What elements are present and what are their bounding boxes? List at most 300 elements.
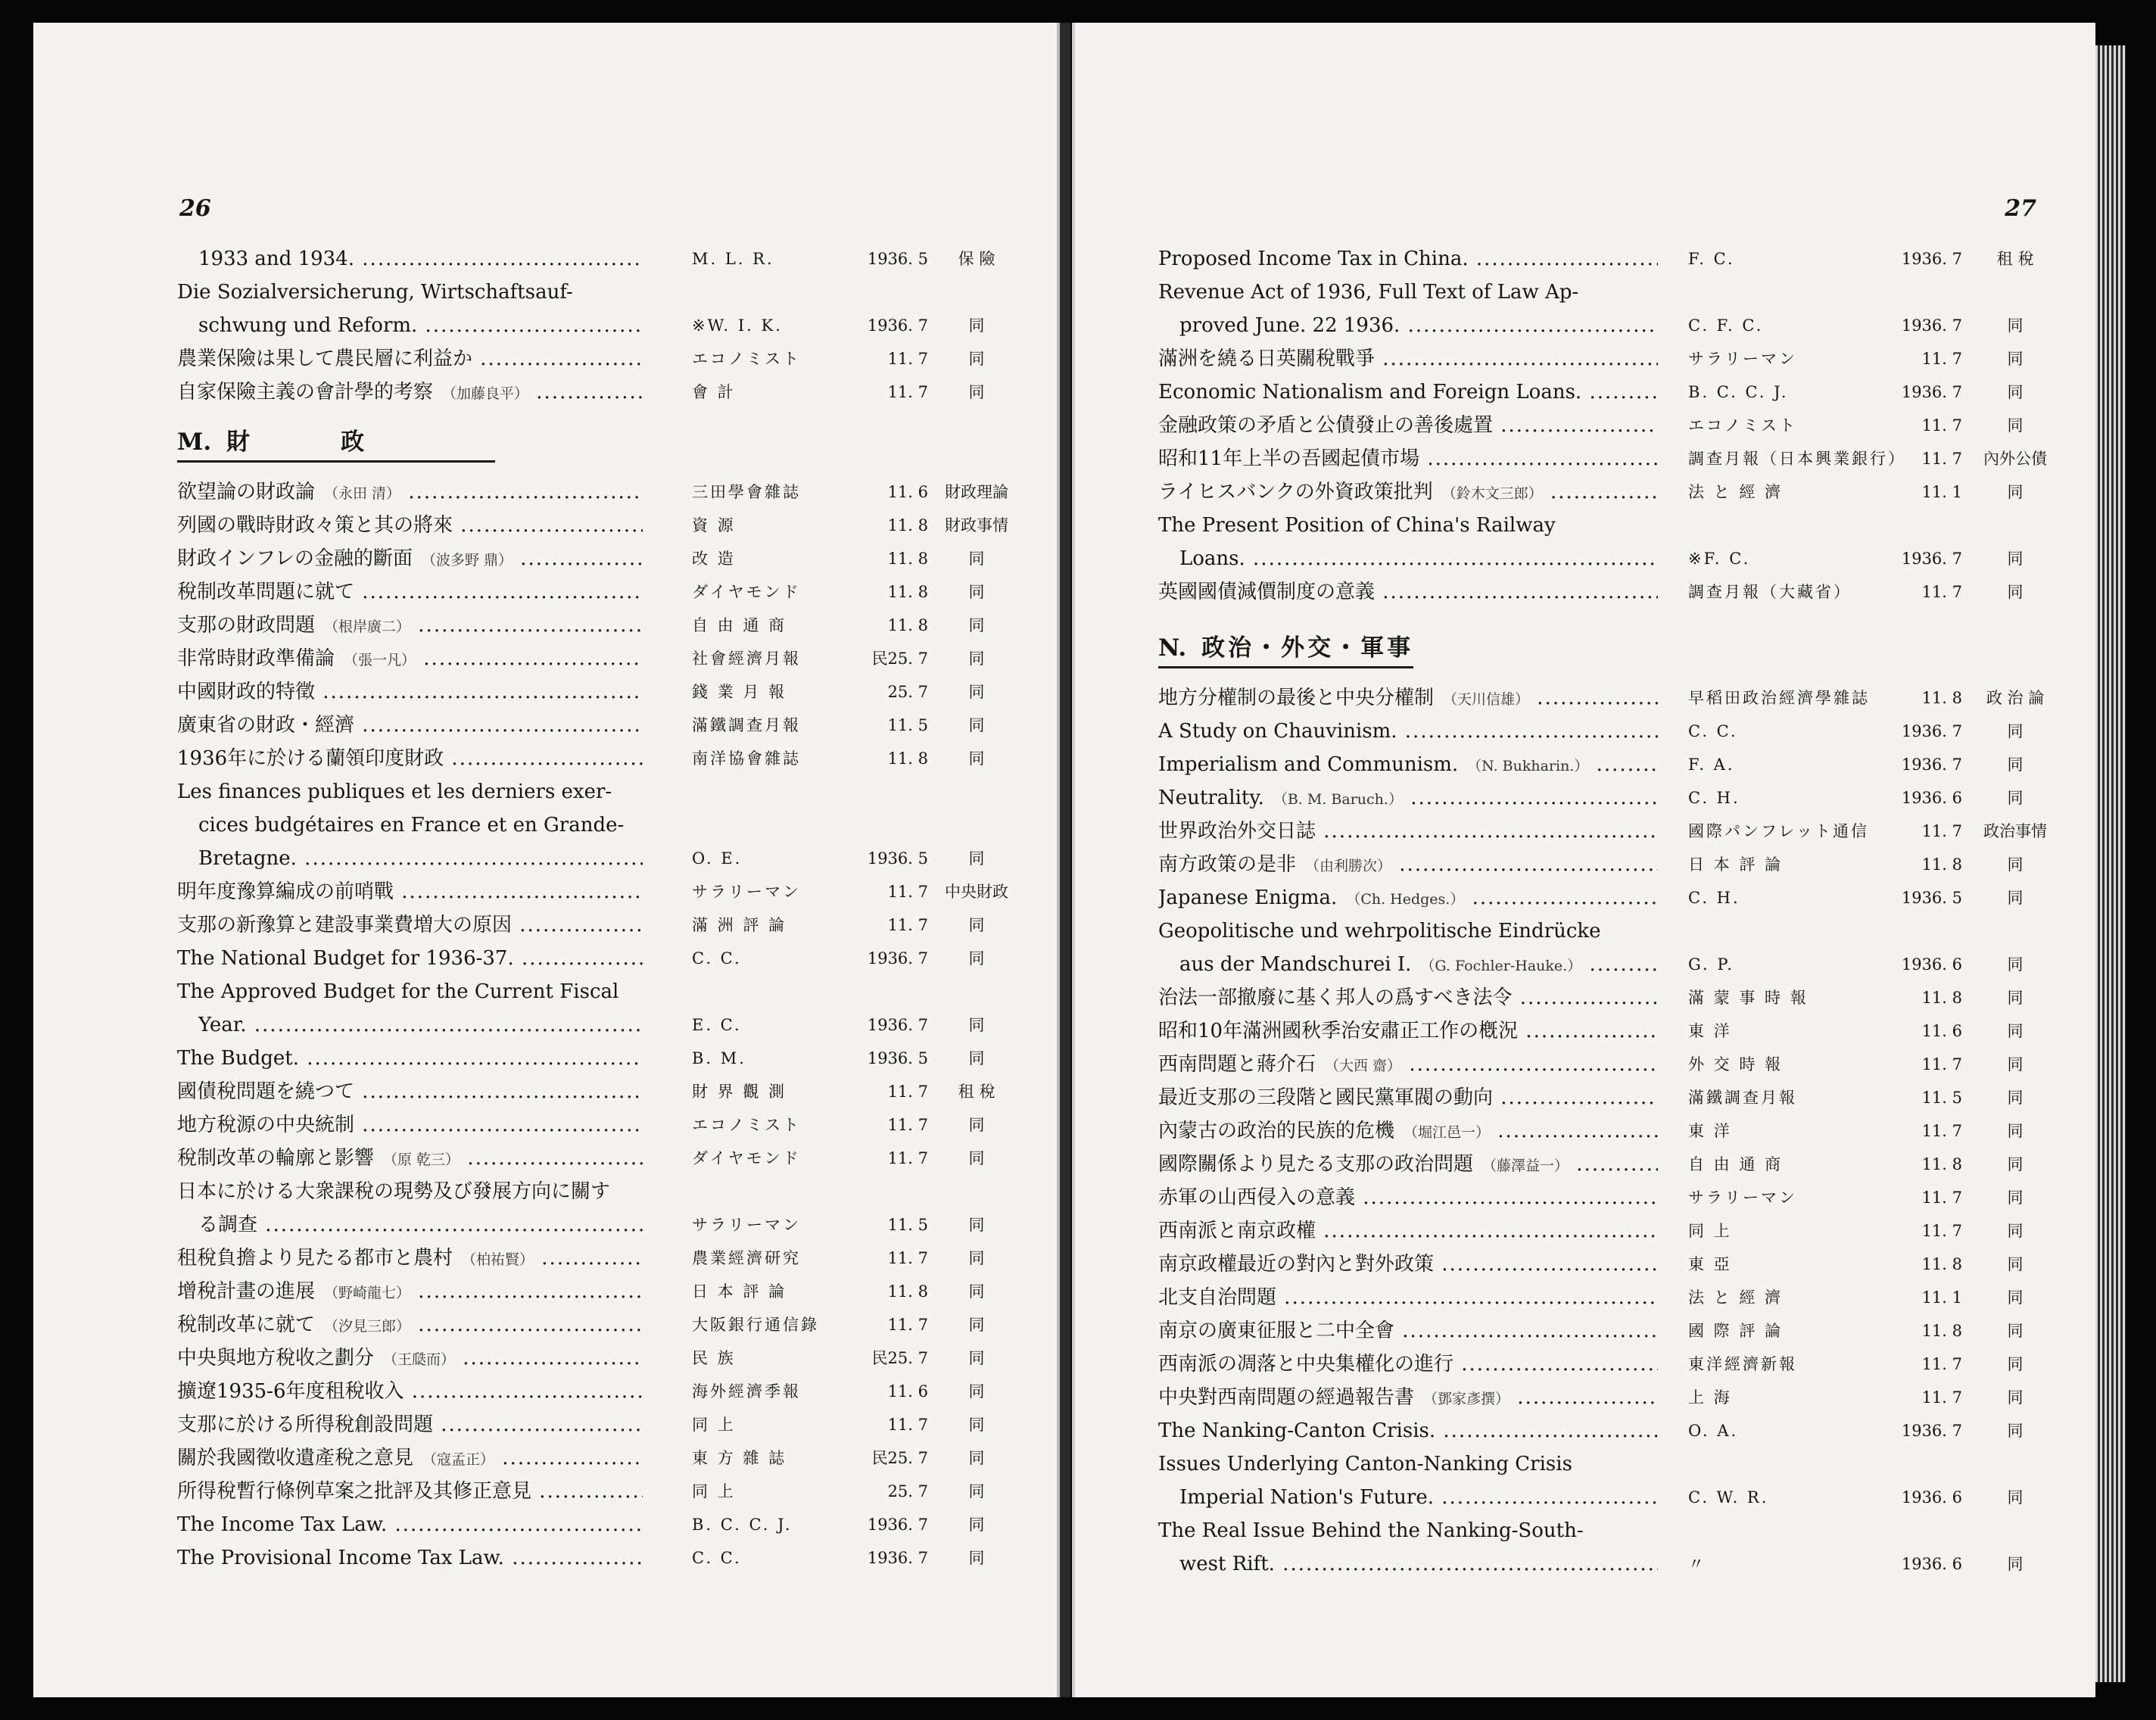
entry-title-text: 日本に於ける大衆課稅の現勢及び發展方向に關す [177, 1180, 611, 1203]
entry-category: 同 [2007, 1022, 2024, 1040]
list-item [1158, 1481, 2067, 1514]
entry-title-text: 擴遼1935-6年度租稅收入 [177, 1380, 404, 1403]
entry-category: 同 [2007, 1089, 2024, 1107]
entry-title-text: 國際關係より見たる支那の政治問題 [1158, 1153, 1474, 1176]
entry-source: 日 本 評 論 [1688, 855, 1784, 874]
entry-title-text: 治法一部撤廢に基く邦人の爲すべき法令 [1158, 986, 1513, 1009]
entry-date: 11. 8 [1921, 855, 1962, 874]
entry-title [1158, 1048, 1658, 1083]
entry-title-text: 財政インフレの金融的斷面 [177, 547, 413, 570]
entry-source: C. C. [1688, 722, 1738, 740]
entry-title [1158, 375, 1658, 409]
entry-author: （Ch. Hedges.） [1346, 891, 1465, 908]
entry-title-text: 世界政治外交日誌 [1158, 820, 1316, 843]
entry-date: 1936. 7 [1901, 550, 1962, 568]
list-item [1158, 1314, 2067, 1348]
entry-category: 財政理論 [945, 483, 1008, 501]
entry-title [177, 1142, 643, 1176]
entry-source: B. C. C. J. [692, 1516, 793, 1534]
entry-source: 東 洋 [1688, 1022, 1732, 1040]
entry-title [1179, 309, 1658, 342]
entry-date: 11. 7 [887, 383, 928, 401]
entry-title [1158, 442, 1658, 475]
entry-title [177, 775, 643, 809]
entry-title-text: 自家保險主義の會計學的考察 [177, 381, 434, 404]
entry-source: 滿鐵調查月報 [1688, 1089, 1797, 1107]
entry-title [1158, 1314, 1658, 1348]
list-item [177, 1308, 1017, 1341]
entry-date: 11. 7 [1921, 1055, 1962, 1073]
entry-date: 11. 8 [1921, 1255, 1962, 1273]
section-heading-text [177, 425, 495, 463]
section-letter: M. [177, 428, 212, 456]
entry-title-text: The Income Tax Law. [177, 1513, 388, 1536]
entry-author: （寇孟正） [422, 1451, 495, 1468]
list-item [177, 908, 1017, 942]
entry-source: 南洋協會雜誌 [692, 749, 801, 768]
entry-source: ダイヤモンド [692, 1149, 801, 1167]
entry-category: 同 [968, 1416, 985, 1434]
entry-title [1158, 1114, 1658, 1149]
list-item [177, 342, 1017, 375]
entry-source: 同 上 [1688, 1222, 1732, 1240]
entry-date: 11. 6 [1921, 1022, 1962, 1040]
entry-category: 同 [968, 1516, 985, 1534]
entry-date: 11. 8 [887, 749, 928, 768]
entry-title [1158, 1181, 1658, 1214]
section-heading [1158, 615, 2067, 681]
entry-title-text: ライヒスバンクの外資政策批判 [1158, 481, 1433, 503]
entry-source: C. H. [1688, 789, 1740, 807]
list-item [177, 1375, 1017, 1408]
entry-title-text: 稅制改革問題に就て [177, 581, 355, 603]
entry-date: 1936. 7 [867, 1016, 928, 1034]
entry-date: 11. 7 [1921, 1122, 1962, 1140]
entry-category: 同 [968, 716, 985, 734]
entry-source: 國際パンフレット通信 [1688, 822, 1869, 840]
list-item [177, 675, 1017, 709]
page-number: 26 [179, 195, 211, 222]
entry-title-text: The Present Position of China's Railway [1158, 514, 1556, 537]
entry-category: 同 [968, 949, 985, 968]
entry-date: 25. 7 [887, 1482, 928, 1500]
entry-source: ※W. I. K. [692, 316, 783, 335]
list-item [177, 309, 1017, 342]
list-item [1158, 981, 2067, 1014]
entry-title [1158, 1248, 1658, 1281]
entry-date: 1936. 7 [867, 1516, 928, 1534]
entry-category: 同 [968, 650, 985, 668]
entry-source: 調查月報（大藏省） [1688, 583, 1852, 601]
entry-source: C. C. [692, 949, 742, 968]
entry-title [1158, 1381, 1658, 1416]
entry-date: 11. 1 [1921, 1288, 1962, 1307]
entry-title [198, 309, 643, 342]
list-item [177, 942, 1017, 975]
entry-title-text: 增稅計畫の進展 [177, 1280, 316, 1303]
list-item [177, 642, 1017, 675]
entry-category: 同 [2007, 1055, 2024, 1073]
entry-title-text: 英國國債減價制度の意義 [1158, 581, 1376, 603]
entry-category: 同 [2007, 855, 2024, 874]
entry-source: C. W. R. [1688, 1488, 1769, 1507]
entry-title-text: 滿洲を繞る日英關稅戰爭 [1158, 347, 1376, 370]
list-item [177, 509, 1017, 542]
entry-date: 11. 5 [887, 1216, 928, 1234]
entry-category: 保 險 [958, 250, 995, 268]
entry-category: 同 [2007, 789, 2024, 807]
entry-category: 同 [2007, 1555, 2024, 1573]
entry-category: 同 [968, 1216, 985, 1234]
entry-date: 25. 7 [887, 683, 928, 701]
entry-title [1158, 1348, 1658, 1381]
entry-title-text: aus der Mandschurei I. [1179, 953, 1412, 976]
list-item [177, 1208, 1017, 1242]
entry-title [177, 1508, 643, 1541]
entry-author: （汐見三郎） [324, 1318, 411, 1335]
entry-title [1158, 848, 1658, 883]
entry-category: 同 [968, 1282, 985, 1301]
entry-title-text: 國債稅問題を繞つて [177, 1080, 355, 1103]
list-item [1158, 1014, 2067, 1048]
entry-category: 同 [968, 1149, 985, 1167]
entry-title-text: 支那の新豫算と建設事業費増大の原因 [177, 914, 513, 936]
entry-source: 法 と 經 濟 [1688, 483, 1784, 501]
entry-source: 早稻田政治經濟學雜誌 [1688, 689, 1870, 707]
section-title: 政治・外交・軍事 [1201, 634, 1414, 662]
entry-title-text: 最近支那の三段階と國民黨軍閥の動向 [1158, 1086, 1494, 1109]
entry-title-text: Imperial Nation's Future. [1179, 1486, 1435, 1509]
entry-source: 自 由 通 商 [692, 616, 787, 634]
entry-title-text: The Provisional Income Tax Law. [177, 1547, 504, 1569]
list-item [177, 1508, 1017, 1541]
entry-title [177, 1375, 643, 1408]
entry-title [177, 742, 643, 775]
entry-source: サラリーマン [692, 1216, 801, 1234]
entry-title [1158, 715, 1658, 748]
entry-source: O. E. [692, 849, 743, 868]
entry-title-text: proved June. 22 1936. [1179, 314, 1400, 337]
entry-title-text: 昭和10年滿洲國秋季治安肅正工作の槪況 [1158, 1020, 1519, 1042]
entry-category: 同 [968, 616, 985, 634]
entry-title [1158, 781, 1658, 816]
entry-date: 11. 1 [1921, 483, 1962, 501]
page-number: 27 [2005, 195, 2036, 222]
entry-source: F. C. [1688, 250, 1735, 268]
entry-date: 11. 7 [1921, 1189, 1962, 1207]
entry-date: 11. 7 [1921, 1355, 1962, 1373]
list-item [177, 842, 1017, 875]
entry-title-text: 南方政策の是非 [1158, 853, 1297, 876]
entry-category: 同 [968, 749, 985, 768]
list-item [1158, 1547, 2067, 1581]
entry-title-text: Japanese Enigma. [1158, 886, 1338, 909]
entry-author: （王瓞而） [383, 1351, 456, 1368]
entry-category: 同 [968, 1382, 985, 1401]
list-item [177, 276, 1017, 309]
entry-title [1158, 815, 1658, 848]
entry-title [177, 1075, 643, 1108]
entry-source: C. H. [1688, 889, 1740, 907]
entry-author: （堀江邑一） [1404, 1124, 1491, 1141]
entry-title-text: Geopolitische und wehrpolitische Eindrücke [1158, 920, 1601, 943]
list-item [1158, 409, 2067, 442]
right-page [1072, 23, 2095, 1697]
entry-date: 11. 8 [1921, 1322, 1962, 1340]
entry-source: G. P. [1688, 955, 1734, 974]
entry-title [1158, 748, 1658, 783]
entry-source: ダイヤモンド [692, 583, 801, 601]
entry-category: 同 [2007, 756, 2024, 774]
entry-author: （G. Fochler-Hauke.） [1420, 958, 1582, 974]
entry-source: 上 海 [1688, 1388, 1732, 1407]
entry-title [1158, 681, 1658, 716]
entry-title-text: Revenue Act of 1936, Full Text of Law Ap- [1158, 281, 1579, 304]
entry-date: 11. 7 [1921, 583, 1962, 601]
list-item [1158, 748, 2067, 781]
entry-category: 同 [2007, 1122, 2024, 1140]
list-item [1158, 715, 2067, 748]
entry-category: 同 [2007, 1355, 2024, 1373]
entry-source: 資 源 [692, 516, 736, 534]
entry-source: 調查月報（日本興業銀行） [1688, 450, 1906, 468]
entry-source: 法 と 經 濟 [1688, 1288, 1784, 1307]
entry-title [177, 475, 643, 510]
list-item [177, 1175, 1017, 1208]
entry-title-text: 租稅負擔より見たる都市と農村 [177, 1247, 453, 1270]
book-spine [1060, 23, 1070, 1697]
list-item [1158, 475, 2067, 509]
entry-date: 1936. 7 [867, 1549, 928, 1567]
entry-title [177, 1108, 643, 1142]
list-item [177, 1042, 1017, 1075]
entry-category: 同 [2007, 583, 2024, 601]
entry-title-text: Les finances publiques et les derniers exer- [177, 781, 612, 803]
entry-source: 海外經濟季報 [692, 1382, 801, 1401]
entry-category: 同 [2007, 989, 2024, 1007]
entry-author: （天川信雄） [1443, 691, 1530, 708]
entry-date: 1936. 5 [867, 1049, 928, 1067]
entry-date: 1936. 7 [1901, 250, 1962, 268]
entry-category: 同 [968, 1482, 985, 1500]
section-heading-text [1158, 631, 1413, 668]
entry-title-text: Year. [198, 1014, 247, 1036]
entry-title [177, 609, 643, 643]
list-item [1158, 309, 2067, 342]
entry-category: 同 [968, 1316, 985, 1334]
entry-source: 滿 洲 評 論 [692, 916, 787, 934]
entry-category: 同 [968, 1116, 985, 1134]
entry-title [177, 1441, 643, 1476]
entry-date: 11. 8 [1921, 1155, 1962, 1173]
entry-category: 同 [2007, 350, 2024, 368]
entry-title-text: 西南派と南京政權 [1158, 1220, 1316, 1242]
list-item [1158, 915, 2067, 948]
entry-title-text: 1933 and 1934. [198, 248, 355, 270]
entry-title-text: 地方分權制の最後と中央分權制 [1158, 687, 1435, 709]
entry-date: 民25. 7 [871, 650, 928, 668]
entry-title-text: 列國の戰時財政々策と其の將來 [177, 514, 453, 537]
list-item [177, 1475, 1017, 1508]
entry-source: 自 由 通 商 [1688, 1155, 1784, 1173]
entry-date: 1936. 7 [1901, 316, 1962, 335]
entry-source: 同 上 [692, 1416, 736, 1434]
entry-title [1158, 881, 1658, 916]
entry-source: エコノミスト [1688, 416, 1797, 435]
entry-source: エコノミスト [692, 350, 801, 368]
entry-title [177, 675, 643, 709]
entry-date: 1936. 5 [867, 849, 928, 868]
entry-date: 11. 7 [1921, 1388, 1962, 1407]
entry-title-text: 南京の廣東征服と二中全會 [1158, 1320, 1395, 1342]
entry-source: 日 本 評 論 [692, 1282, 787, 1301]
list-item [177, 1341, 1017, 1375]
section-title: 財政 [226, 428, 456, 456]
entry-category: 同 [2007, 955, 2024, 974]
list-item [177, 542, 1017, 575]
list-item [177, 475, 1017, 509]
entry-date: 民25. 7 [871, 1349, 928, 1367]
entry-source: 財 界 觀 測 [692, 1083, 787, 1101]
entry-source: 錢 業 月 報 [692, 683, 787, 701]
entry-source: 農業經濟研究 [692, 1249, 801, 1267]
entry-category: 同 [2007, 550, 2024, 568]
entry-source: 東 方 雜 誌 [692, 1449, 787, 1467]
entry-title-text: west Rift. [1179, 1553, 1275, 1575]
entry-date: 11. 7 [887, 1416, 928, 1434]
list-item [177, 742, 1017, 775]
entry-source: 三田學會雜誌 [692, 483, 801, 501]
entry-title [177, 1541, 643, 1575]
entry-source: 同 上 [692, 1482, 736, 1500]
entry-title [1179, 1547, 1658, 1581]
entry-source: 〃 [1688, 1555, 1706, 1573]
entry-category: 內外公債 [1983, 450, 2047, 468]
entry-title [198, 242, 643, 276]
section-heading [177, 409, 1017, 475]
entry-title-text: る調查 [198, 1214, 258, 1236]
entry-title [177, 709, 643, 742]
entry-category: 同 [2007, 383, 2024, 401]
entry-category: 同 [2007, 1222, 2024, 1240]
entry-date: 11. 8 [887, 583, 928, 601]
entry-title-text: 昭和11年上半の吾國起債市場 [1158, 447, 1420, 470]
list-item [1158, 881, 2067, 915]
entry-date: 11. 7 [1921, 822, 1962, 840]
entry-date: 11. 7 [887, 883, 928, 901]
entry-source: 滿鐵調查月報 [692, 716, 801, 734]
entry-title [177, 642, 643, 677]
list-item [1158, 575, 2067, 609]
entry-author: （加藤良平） [442, 385, 529, 402]
entry-date: 11. 5 [887, 716, 928, 734]
entry-category: 同 [2007, 1189, 2024, 1207]
left-page [33, 23, 1061, 1697]
entry-title [1158, 1414, 1658, 1447]
entry-category: 同 [2007, 1288, 2024, 1307]
list-item [1158, 509, 2067, 542]
list-item [1158, 1148, 2067, 1181]
list-item [177, 242, 1017, 276]
entry-date: 1936. 6 [1901, 955, 1962, 974]
entry-title [177, 575, 643, 609]
entry-title [177, 908, 643, 942]
entry-category: 同 [968, 383, 985, 401]
entry-author: （鄧家彥撰） [1423, 1391, 1510, 1407]
entry-title-text: Die Sozialversicherung, Wirtschaftsauf- [177, 281, 573, 304]
list-item [177, 1275, 1017, 1308]
list-item [177, 1075, 1017, 1108]
entry-category: 政 治 論 [1986, 689, 2045, 707]
entry-date: 11. 8 [1921, 689, 1962, 707]
list-item [1158, 442, 2067, 475]
entry-author: （野崎龍七） [324, 1285, 411, 1301]
list-item [1158, 342, 2067, 375]
entry-date: 11. 7 [887, 1149, 928, 1167]
entry-category: 同 [968, 1449, 985, 1467]
list-item [177, 1541, 1017, 1575]
entry-title-text: 關於我國徵收遺產稅之意見 [177, 1447, 414, 1469]
entry-title-text: A Study on Chauvinism. [1158, 720, 1397, 743]
entry-source: E. C. [692, 1016, 742, 1034]
entry-source: B. C. C. J. [1688, 383, 1789, 401]
entry-title-text: schwung und Reform. [198, 314, 418, 337]
entry-title [177, 942, 643, 975]
entry-title [177, 1408, 643, 1441]
entry-title-text: 明年度豫算編成の前哨戰 [177, 880, 394, 903]
entry-title-text: 中央對西南問題の經過報告書 [1158, 1386, 1415, 1409]
entry-date: 11. 8 [887, 550, 928, 568]
list-item [1158, 815, 2067, 848]
entry-source: F. A. [1688, 756, 1735, 774]
list-item [1158, 1514, 2067, 1547]
entry-source: M. L. R. [692, 250, 774, 268]
list-item [1158, 1348, 2067, 1381]
entry-title [177, 1275, 643, 1310]
entry-title [1158, 1214, 1658, 1248]
list-item [1158, 1248, 2067, 1281]
list-item [177, 575, 1017, 609]
entry-date: 11. 7 [887, 1083, 928, 1101]
list-item [1158, 848, 2067, 881]
entry-category: 政治事情 [1983, 822, 2047, 840]
entry-title-text: Proposed Income Tax in China. [1158, 248, 1469, 270]
entry-source: B. M. [692, 1049, 746, 1067]
list-item [1158, 542, 2067, 575]
entry-title [1158, 1281, 1658, 1314]
entry-source: 東 亞 [1688, 1255, 1732, 1273]
entry-title [177, 342, 643, 375]
list-item [177, 1242, 1017, 1275]
entry-title-text: cices budgétaires en France et en Grande- [198, 814, 625, 837]
entry-category: 同 [2007, 722, 2024, 740]
entry-category: 同 [968, 683, 985, 701]
entry-title-text: 中央與地方稅收之劃分 [177, 1347, 375, 1369]
entry-author: （由利勝次） [1305, 858, 1392, 874]
list-item [1158, 1447, 2067, 1481]
list-item [177, 375, 1017, 409]
entry-date: 1936. 6 [1901, 789, 1962, 807]
entry-title [1158, 342, 1658, 375]
list-item [177, 1408, 1017, 1441]
entry-author: （張一凡） [344, 652, 416, 668]
entry-category: 財政事情 [945, 516, 1008, 534]
bibliography-list [1158, 242, 2067, 1581]
entry-title [1158, 1514, 1658, 1547]
entry-author: （B. M. Baruch.） [1273, 791, 1403, 808]
entry-category: 同 [968, 1016, 985, 1034]
list-item [1158, 1381, 2067, 1414]
